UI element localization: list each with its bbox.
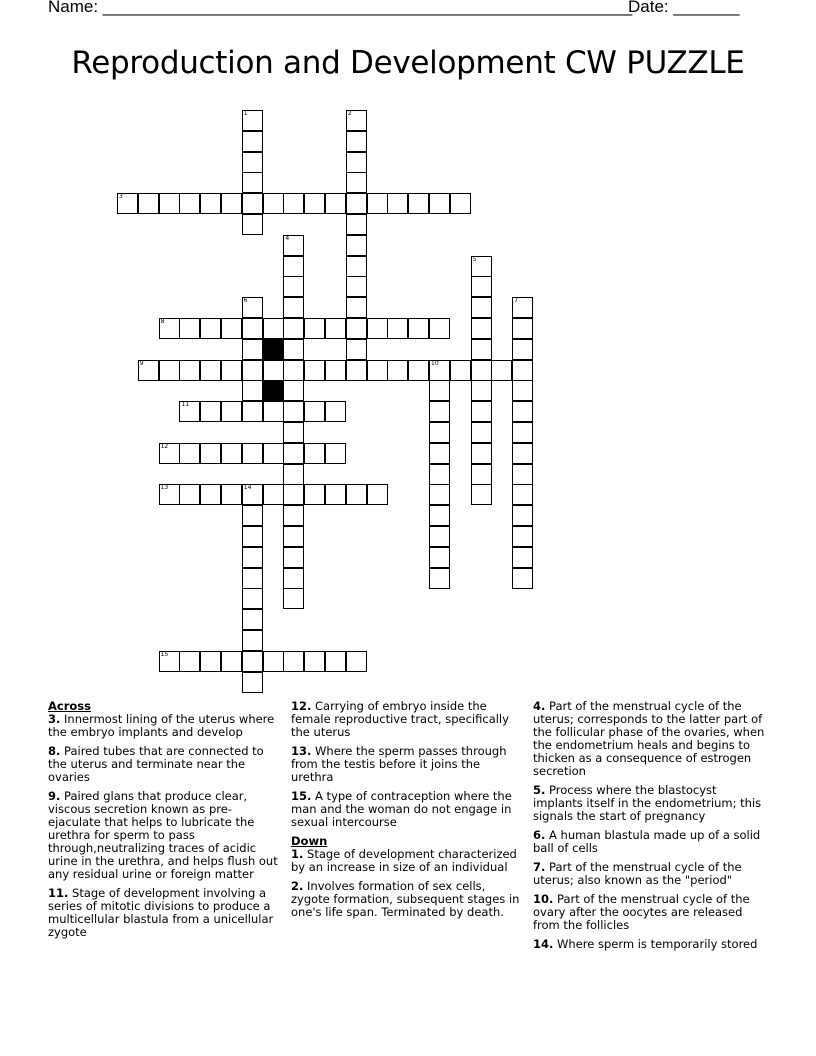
- grid-cell[interactable]: [242, 214, 263, 235]
- grid-cell[interactable]: [283, 297, 304, 318]
- grid-cell[interactable]: [429, 422, 450, 443]
- grid-cell[interactable]: [242, 380, 263, 401]
- grid-cell[interactable]: [450, 193, 471, 214]
- grid-cell[interactable]: [491, 360, 512, 381]
- grid-cell[interactable]: [200, 401, 221, 422]
- grid-cell[interactable]: [283, 193, 304, 214]
- grid-cell[interactable]: [200, 318, 221, 339]
- grid-cell[interactable]: [200, 360, 221, 381]
- grid-cell[interactable]: [346, 131, 367, 152]
- clue-number-13: 13: [160, 484, 169, 492]
- grid-cell[interactable]: [179, 443, 200, 464]
- clue-number-1: 1: [243, 110, 248, 117]
- grid-cell[interactable]: [471, 464, 492, 485]
- grid-cell[interactable]: [221, 193, 242, 214]
- grid-cell[interactable]: [221, 651, 242, 672]
- clue-number-8: 8: [160, 318, 165, 325]
- grid-cell[interactable]: [221, 360, 242, 381]
- grid-cell[interactable]: [429, 526, 450, 547]
- grid-cell[interactable]: [512, 339, 533, 360]
- grid-cell[interactable]: [138, 360, 159, 381]
- page-title: Reproduction and Development CW PUZZLE: [71, 45, 745, 81]
- grid-cell[interactable]: [325, 651, 346, 672]
- grid-cell[interactable]: [512, 360, 533, 381]
- grid-cell[interactable]: [346, 256, 367, 277]
- grid-cell[interactable]: [512, 547, 533, 568]
- clue-down-14: 14. Where sperm is temporarily stored: [533, 937, 758, 951]
- across-heading: Across: [48, 699, 91, 713]
- grid-cell[interactable]: [117, 193, 138, 214]
- grid-cell[interactable]: [429, 318, 450, 339]
- grid-cell[interactable]: [346, 214, 367, 235]
- grid-cell[interactable]: [429, 505, 450, 526]
- grid-cell[interactable]: [304, 193, 325, 214]
- clue-number-4: 4: [285, 234, 290, 242]
- grid-cell[interactable]: [346, 484, 367, 505]
- grid-cell[interactable]: [283, 443, 304, 464]
- grid-cell[interactable]: [346, 152, 367, 173]
- grid-cell[interactable]: [512, 297, 533, 318]
- clue-number-11: 11: [181, 401, 190, 409]
- grid-cell[interactable]: [283, 588, 304, 609]
- grid-cell[interactable]: [263, 193, 284, 214]
- clue-number-15: 15: [160, 650, 169, 658]
- grid-cell[interactable]: [325, 360, 346, 381]
- grid-cell[interactable]: [242, 443, 263, 464]
- grid-cell[interactable]: [346, 297, 367, 318]
- clue-number-2: 2: [347, 110, 352, 117]
- grid-cell[interactable]: [283, 256, 304, 277]
- clue-across-11: 11. Stage of development involving a series of mitotic divisions to produce a multicellular blastula from a unicellular zygote: [48, 886, 274, 939]
- grid-cell[interactable]: [283, 464, 304, 485]
- grid-cell[interactable]: [471, 256, 492, 277]
- clue-down-4: 4. Part of the menstrual cycle of the uterus; corresponds to the latter part of the follicular phase of the ovaries, when the endometrium heals and begins to thicken as a consequence of estrogen secretion: [533, 699, 765, 778]
- clue-down-7: 7. Part of the menstrual cycle of the uterus; also known as the "period": [533, 860, 742, 887]
- grid-block: [263, 339, 284, 360]
- grid-cell[interactable]: [221, 318, 242, 339]
- grid-cell[interactable]: [159, 360, 180, 381]
- clue-across-8: 8. Paired tubes that are connected to the uterus and terminate near the ovaries: [48, 744, 264, 784]
- grid-cell[interactable]: [200, 651, 221, 672]
- grid-cell[interactable]: [263, 443, 284, 464]
- grid-cell[interactable]: [304, 443, 325, 464]
- grid-cell[interactable]: [429, 360, 450, 381]
- grid-cell[interactable]: [283, 401, 304, 422]
- clue-number-14: 14: [243, 484, 252, 492]
- grid-cell[interactable]: [242, 630, 263, 651]
- grid-cell[interactable]: [408, 360, 429, 381]
- clue-across-15: 15. A type of contraception where the man and the woman do not engage in sexual intercourse: [291, 789, 512, 829]
- grid-block: [263, 380, 284, 401]
- grid-cell[interactable]: [471, 401, 492, 422]
- grid-cell[interactable]: [242, 505, 263, 526]
- name-field-label: Name: ________________________________________________________: [48, 0, 633, 16]
- grid-cell[interactable]: [450, 360, 471, 381]
- grid-cell[interactable]: [346, 276, 367, 297]
- grid-cell[interactable]: [179, 193, 200, 214]
- grid-cell[interactable]: [242, 401, 263, 422]
- grid-cell[interactable]: [512, 526, 533, 547]
- clue-column-1: [48, 700, 284, 945]
- grid-cell[interactable]: [242, 110, 263, 131]
- grid-cell[interactable]: [429, 464, 450, 485]
- grid-cell[interactable]: [242, 339, 263, 360]
- grid-cell[interactable]: [512, 505, 533, 526]
- grid-cell[interactable]: [242, 131, 263, 152]
- grid-cell[interactable]: [346, 193, 367, 214]
- grid-cell[interactable]: [242, 360, 263, 381]
- clue-number-9: 9: [139, 359, 144, 367]
- clue-down-1: 1. Stage of development characterized by an increase in size of an individual: [291, 847, 517, 874]
- grid-cell[interactable]: [367, 484, 388, 505]
- grid-cell[interactable]: [283, 318, 304, 339]
- date-field-label: Date: _______: [628, 0, 740, 16]
- clue-across-12: 12. Carrying of embryo inside the female reproductive tract, specifically the uterus: [291, 699, 509, 739]
- clue-column-3: [533, 700, 768, 957]
- grid-cell[interactable]: [159, 443, 180, 464]
- grid-cell[interactable]: [346, 651, 367, 672]
- grid-cell[interactable]: [346, 360, 367, 381]
- grid-cell[interactable]: [367, 193, 388, 214]
- grid-cell[interactable]: [346, 235, 367, 256]
- grid-cell[interactable]: [283, 484, 304, 505]
- grid-cell[interactable]: [242, 152, 263, 173]
- grid-cell[interactable]: [283, 547, 304, 568]
- grid-cell[interactable]: [242, 568, 263, 589]
- grid-cell[interactable]: [283, 568, 304, 589]
- grid-cell[interactable]: [179, 401, 200, 422]
- grid-cell[interactable]: [283, 380, 304, 401]
- grid-cell[interactable]: [325, 318, 346, 339]
- grid-cell[interactable]: [512, 422, 533, 443]
- grid-cell[interactable]: [304, 651, 325, 672]
- grid-cell[interactable]: [304, 401, 325, 422]
- grid-cell[interactable]: [200, 484, 221, 505]
- grid-cell[interactable]: [242, 547, 263, 568]
- grid-cell[interactable]: [387, 360, 408, 381]
- grid-cell[interactable]: [325, 443, 346, 464]
- grid-cell[interactable]: [242, 526, 263, 547]
- grid-cell[interactable]: [346, 318, 367, 339]
- grid-cell[interactable]: [159, 193, 180, 214]
- grid-cell[interactable]: [263, 484, 284, 505]
- grid-cell[interactable]: [283, 276, 304, 297]
- grid-cell[interactable]: [263, 401, 284, 422]
- clue-across-9: 9. Paired glans that produce clear, viscous secretion known as pre-ejaculate that helps to lubricate the urethra for sperm to pass through,neutralizing traces of acidic urine in the urethra, and helps flush out any residual urine or foreign matter: [48, 789, 278, 881]
- grid-cell[interactable]: [283, 651, 304, 672]
- clue-number-5: 5: [472, 255, 477, 263]
- grid-cell[interactable]: [367, 360, 388, 381]
- down-heading: Down: [291, 834, 328, 848]
- grid-cell[interactable]: [367, 318, 388, 339]
- grid-cell[interactable]: [283, 526, 304, 547]
- grid-cell[interactable]: [242, 588, 263, 609]
- grid-cell[interactable]: [512, 401, 533, 422]
- grid-cell[interactable]: [242, 318, 263, 339]
- grid-cell[interactable]: [304, 360, 325, 381]
- grid-cell[interactable]: [512, 484, 533, 505]
- clue-across-3: 3. Innermost lining of the uterus where the embryo implants and develop: [48, 712, 275, 739]
- grid-cell[interactable]: [179, 318, 200, 339]
- clue-across-13: 13. Where the sperm passes through from the testis before it joins the urethra: [291, 744, 507, 784]
- grid-cell[interactable]: [512, 464, 533, 485]
- grid-cell[interactable]: [263, 318, 284, 339]
- grid-cell[interactable]: [283, 505, 304, 526]
- grid-cell[interactable]: [325, 484, 346, 505]
- grid-cell[interactable]: [429, 193, 450, 214]
- grid-cell[interactable]: [346, 110, 367, 131]
- grid-cell[interactable]: [325, 193, 346, 214]
- grid-cell[interactable]: [304, 318, 325, 339]
- grid-cell[interactable]: [283, 339, 304, 360]
- clue-down-6: 6. A human blastula made up of a solid ball of cells: [533, 828, 761, 855]
- grid-cell[interactable]: [159, 318, 180, 339]
- grid-cell[interactable]: [304, 484, 325, 505]
- grid-cell[interactable]: [387, 318, 408, 339]
- grid-cell[interactable]: [325, 401, 346, 422]
- grid-cell[interactable]: [138, 193, 159, 214]
- clue-column-2: [291, 700, 523, 925]
- clue-down-5: 5. Process where the blastocyst implants itself in the endometrium; this signals the start of pregnancy: [533, 783, 762, 823]
- grid-cell[interactable]: [200, 193, 221, 214]
- grid-cell[interactable]: [429, 380, 450, 401]
- grid-cell[interactable]: [471, 318, 492, 339]
- grid-cell[interactable]: [471, 339, 492, 360]
- grid-cell[interactable]: [159, 484, 180, 505]
- grid-cell[interactable]: [429, 484, 450, 505]
- grid-cell[interactable]: [512, 318, 533, 339]
- grid-cell[interactable]: [471, 443, 492, 464]
- grid-cell[interactable]: [242, 172, 263, 193]
- grid-cell[interactable]: [408, 193, 429, 214]
- grid-cell[interactable]: [471, 484, 492, 505]
- clue-number-3: 3: [119, 193, 123, 201]
- grid-cell[interactable]: [283, 422, 304, 443]
- grid-cell[interactable]: [179, 484, 200, 505]
- grid-cell[interactable]: [283, 360, 304, 381]
- grid-cell[interactable]: [221, 443, 242, 464]
- grid-cell[interactable]: [242, 609, 263, 630]
- clue-down-10: 10. Part of the menstrual cycle of the ovary after the oocytes are released from the follicles: [533, 892, 750, 932]
- grid-cell[interactable]: [242, 193, 263, 214]
- grid-cell[interactable]: [263, 651, 284, 672]
- clue-down-2: 2. Involves formation of sex cells, zygote formation, subsequent stages in one's life span. Terminated by death.: [291, 879, 520, 919]
- grid-cell[interactable]: [179, 360, 200, 381]
- grid-cell[interactable]: [221, 401, 242, 422]
- grid-cell[interactable]: [429, 547, 450, 568]
- grid-cell[interactable]: [429, 568, 450, 589]
- grid-cell[interactable]: [346, 172, 367, 193]
- grid-cell[interactable]: [471, 276, 492, 297]
- grid-cell[interactable]: [471, 360, 492, 381]
- grid-cell[interactable]: [242, 651, 263, 672]
- grid-cell[interactable]: [346, 339, 367, 360]
- clue-number-12: 12: [160, 442, 169, 450]
- grid-cell[interactable]: [512, 568, 533, 589]
- grid-cell[interactable]: [263, 360, 284, 381]
- grid-cell[interactable]: [512, 380, 533, 401]
- grid-cell[interactable]: [471, 297, 492, 318]
- grid-cell[interactable]: [387, 193, 408, 214]
- grid-cell[interactable]: [408, 318, 429, 339]
- clue-number-6: 6: [243, 297, 248, 305]
- grid-cell[interactable]: [471, 422, 492, 443]
- grid-cell[interactable]: [242, 484, 263, 505]
- grid-cell[interactable]: [512, 443, 533, 464]
- clue-number-7: 7: [514, 297, 519, 305]
- clue-number-10: 10: [431, 359, 439, 367]
- grid-cell[interactable]: [242, 672, 263, 693]
- grid-cell[interactable]: [242, 297, 263, 318]
- grid-cell[interactable]: [179, 651, 200, 672]
- grid-cell[interactable]: [429, 401, 450, 422]
- grid-cell[interactable]: [471, 380, 492, 401]
- grid-cell[interactable]: [429, 443, 450, 464]
- grid-cell[interactable]: [159, 651, 180, 672]
- grid-cell[interactable]: [283, 235, 304, 256]
- grid-cell[interactable]: [221, 484, 242, 505]
- grid-cell[interactable]: [200, 443, 221, 464]
